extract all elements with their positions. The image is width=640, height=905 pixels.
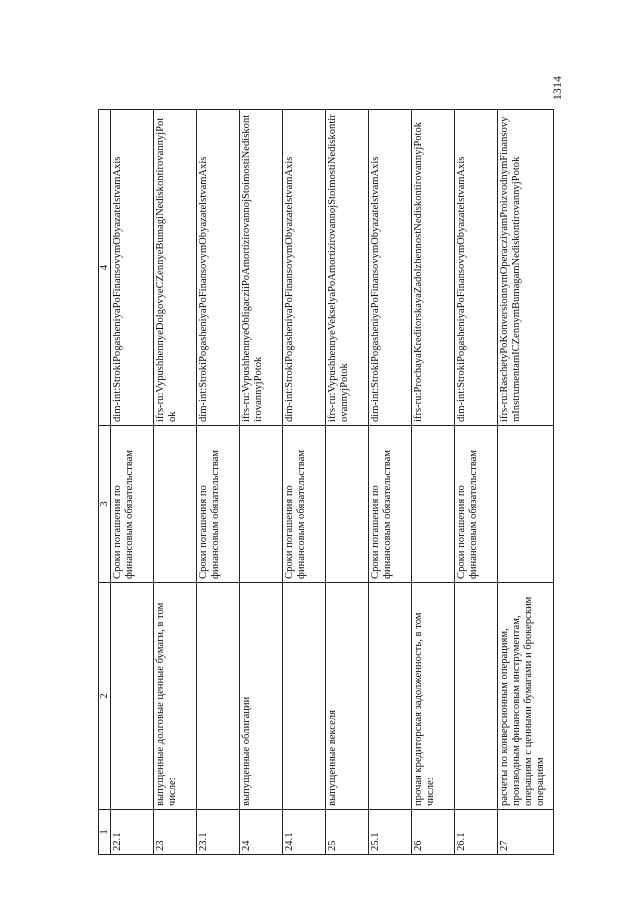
row-xbrl-code: ifrs-ru:RaschetyPoKonversionnymOperacziyamProizvodnymFinansovymInstrumentamICZennymBumagamNediskontirovannyjPotok xyxy=(498,110,554,426)
row-xbrl-code: ifrs-ru:VypushhennyeVekselyaPoAmortizirovannojStoimostiNediskontirovannyjPotok xyxy=(326,110,369,426)
row-indicator-name xyxy=(111,583,154,810)
row-member-type: Сроки погашения по финансовым обязательствам xyxy=(283,426,326,583)
row-number: 26.1 xyxy=(455,810,498,855)
row-xbrl-code: ifrs-ru:VypushhennyeDolgovyeCZennyeBumagiNediskontirovannyjPotok xyxy=(154,110,197,426)
table-row xyxy=(154,110,197,855)
col-header-4: 4 xyxy=(99,110,111,426)
table-row xyxy=(283,110,326,855)
table-row xyxy=(412,110,455,855)
row-member-type: Сроки погашения по финансовым обязательствам xyxy=(369,426,412,583)
row-xbrl-code: ifrs-ru:VypushhennyeObligacziiPoAmortizirovannojStoimostiNediskontirovannyjPotok xyxy=(240,110,283,426)
row-indicator-name xyxy=(283,583,326,810)
row-member-type xyxy=(154,426,197,583)
row-xbrl-code: dim-int:StrokiPogasheniyaPoFinansovymObyazatelstvamAxis xyxy=(283,110,326,426)
row-indicator-name: расчеты по конверсионным операциям, производным финансовым инструментам, операциям с ценными бумагами и брокерским операциям xyxy=(498,583,554,810)
row-number: 24.1 xyxy=(283,810,326,855)
row-xbrl-code: ifrs-ru:ProchayaKreditorskayaZadolzhennostNediskontirovannyjPotok xyxy=(412,110,455,426)
table-row xyxy=(369,110,412,855)
col-header-2: 2 xyxy=(99,583,111,810)
row-number: 27 xyxy=(498,810,554,855)
table-row xyxy=(240,110,283,855)
page-number: 1314 xyxy=(552,75,564,100)
col-header-3: 3 xyxy=(99,426,111,583)
xbrl-mapping-table xyxy=(98,109,554,855)
table-row xyxy=(111,110,154,855)
col-header-1: 1 xyxy=(99,810,111,855)
table-row xyxy=(197,110,240,855)
row-number: 22.1 xyxy=(111,810,154,855)
row-number: 25.1 xyxy=(369,810,412,855)
row-xbrl-code: dim-int:StrokiPogasheniyaPoFinansovymObyazatelstvamAxis xyxy=(111,110,154,426)
row-number: 25 xyxy=(326,810,369,855)
row-member-type xyxy=(498,426,554,583)
row-member-type: Сроки погашения по финансовым обязательствам xyxy=(455,426,498,583)
table-header-row xyxy=(99,110,111,855)
row-number: 24 xyxy=(240,810,283,855)
row-indicator-name: выпущенные облигации xyxy=(240,583,283,810)
row-indicator-name: выпущенные векселя xyxy=(326,583,369,810)
table-row xyxy=(326,110,369,855)
row-member-type: Сроки погашения по финансовым обязательствам xyxy=(111,426,154,583)
row-xbrl-code: dim-int:StrokiPogasheniyaPoFinansovymObyazatelstvamAxis xyxy=(455,110,498,426)
row-indicator-name xyxy=(369,583,412,810)
row-indicator-name: прочая кредиторская задолженность, в том числе: xyxy=(412,583,455,810)
row-indicator-name: выпущенные долговые ценные бумаги, в том числе: xyxy=(154,583,197,810)
row-number: 23.1 xyxy=(197,810,240,855)
row-xbrl-code: dim-int:StrokiPogasheniyaPoFinansovymObyazatelstvamAxis xyxy=(369,110,412,426)
table-row xyxy=(455,110,498,855)
row-xbrl-code: dim-int:StrokiPogasheniyaPoFinansovymObyazatelstvamAxis xyxy=(197,110,240,426)
row-member-type xyxy=(240,426,283,583)
row-indicator-name xyxy=(455,583,498,810)
row-indicator-name xyxy=(197,583,240,810)
row-member-type: Сроки погашения по финансовым обязательствам xyxy=(197,426,240,583)
table-row xyxy=(498,110,554,855)
row-number: 26 xyxy=(412,810,455,855)
row-member-type xyxy=(412,426,455,583)
row-number: 23 xyxy=(154,810,197,855)
row-member-type xyxy=(326,426,369,583)
